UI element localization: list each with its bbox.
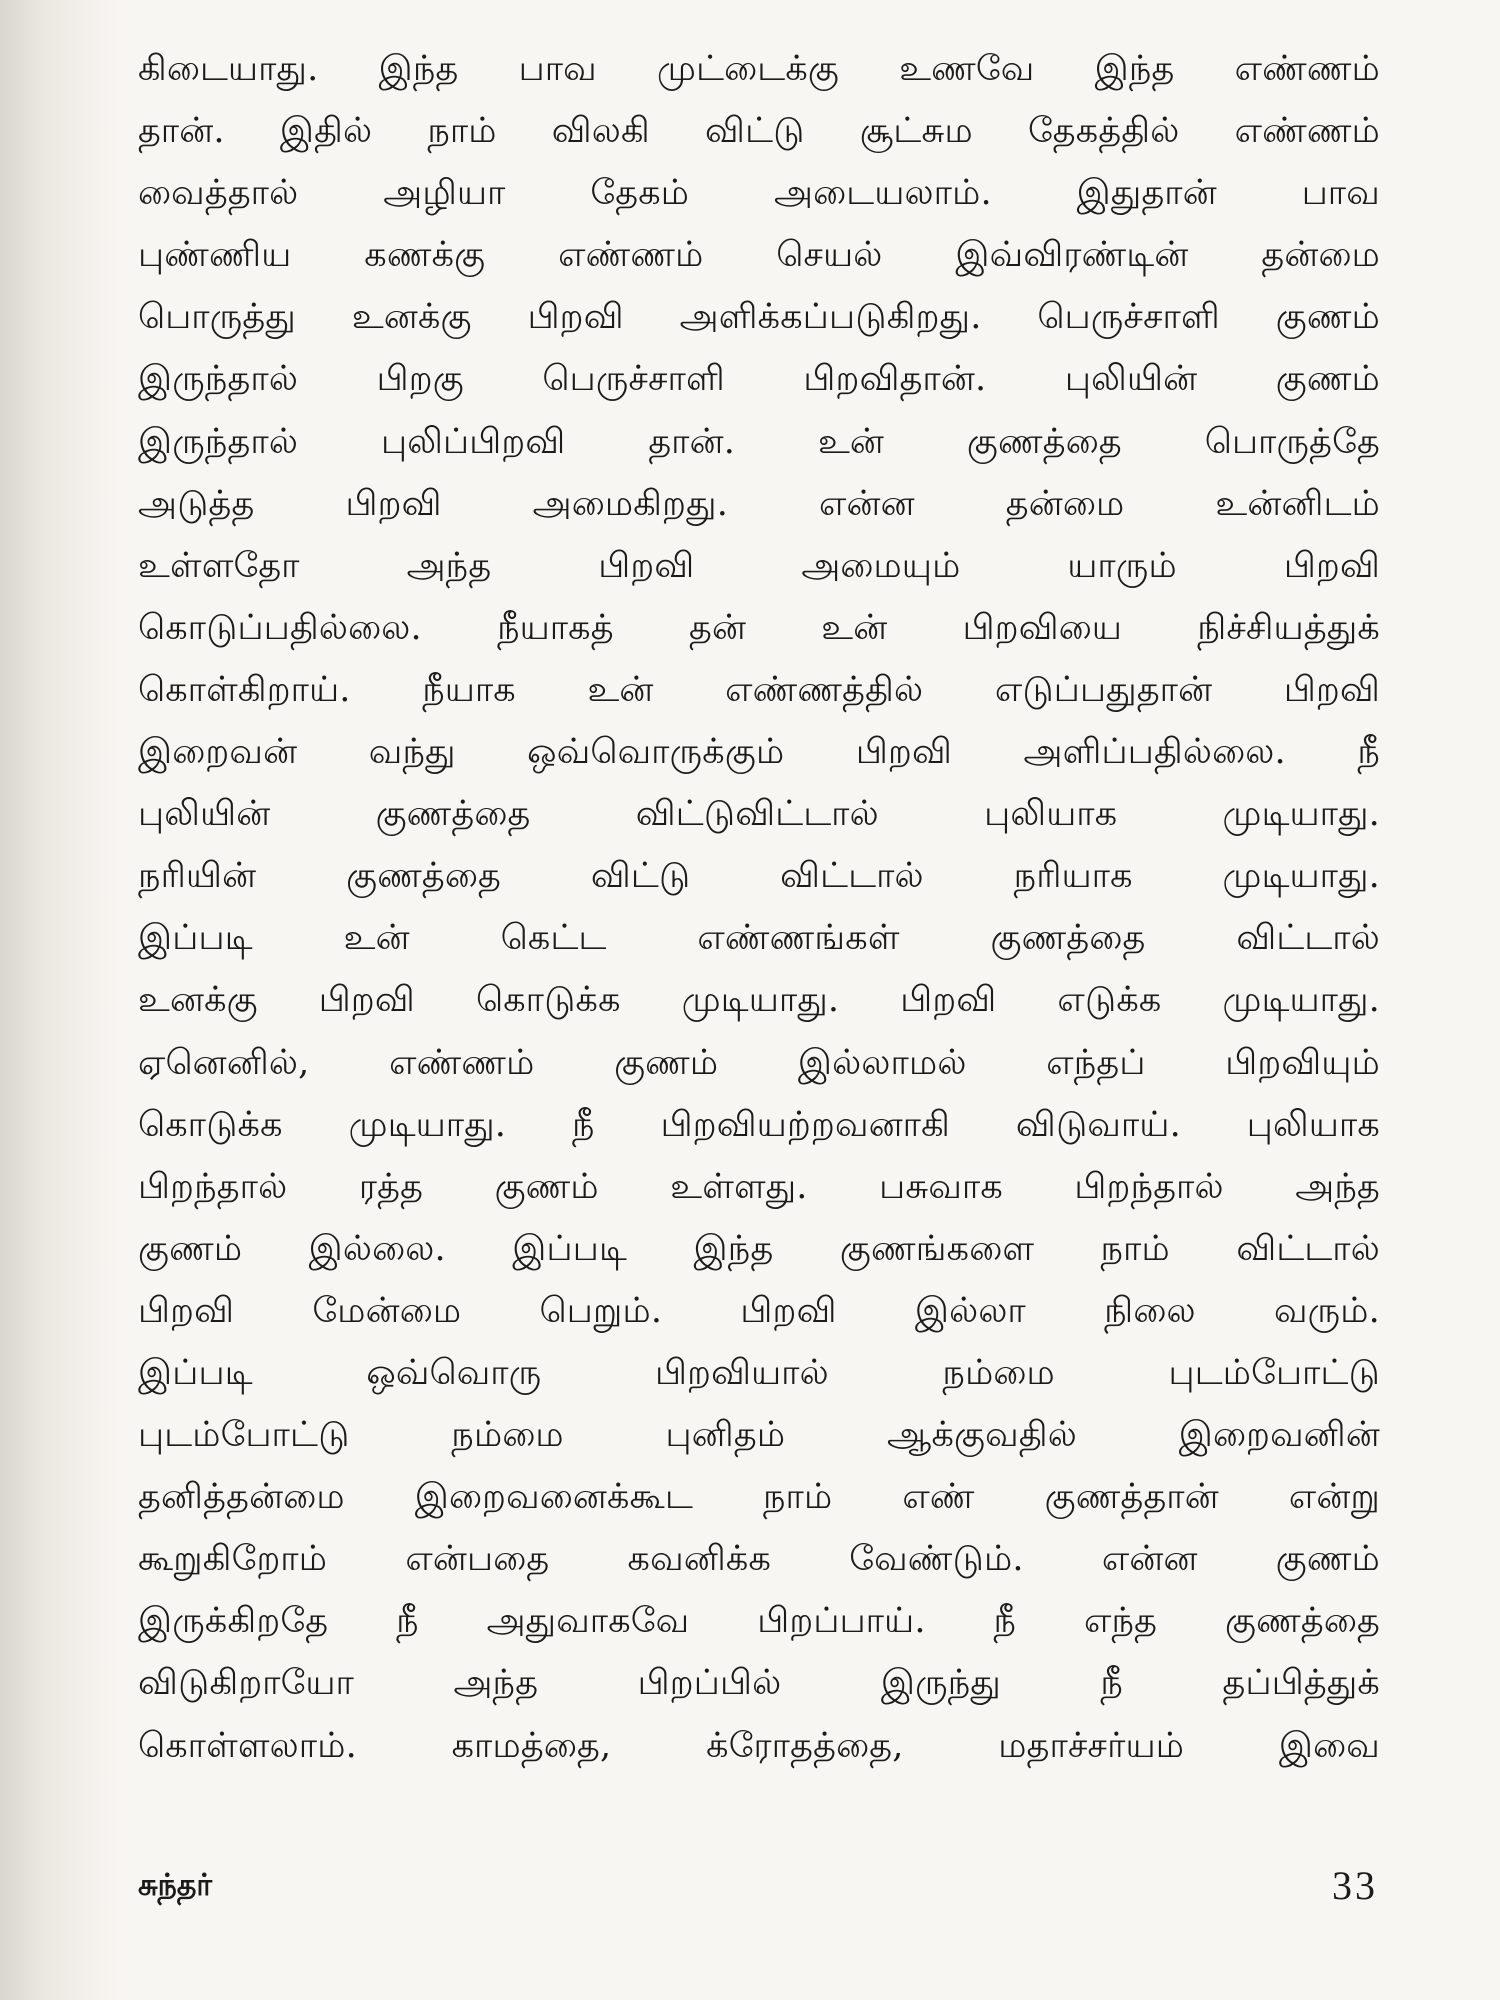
body-text — [138, 38, 1380, 1777]
text-line: இறைவன் வந்து ஒவ்வொருக்கும் பிறவி அளிப்பதில்லை. நீ — [138, 732, 1380, 773]
page-number: 33 — [1332, 1863, 1378, 1908]
text-line: கொடுக்க முடியாது. நீ பிறவியற்றவனாகி விடுவாய். புலியாக — [138, 1104, 1380, 1145]
text-line: இருந்தால் பிறகு பெருச்சாளி பிறவிதான். புலியின் குணம் — [138, 359, 1380, 400]
text-line: விடுகிறாயோ அந்த பிறப்பில் இருந்து நீ தப்பித்துக் — [138, 1663, 1380, 1704]
text-line: கிடையாது. இந்த பாவ முட்டைக்கு உணவே இந்த எண்ணம் — [138, 49, 1380, 89]
text-line: கொள்ளலாம். காமத்தை, க்ரோதத்தை, மதாச்சர்யம் இவை — [138, 1725, 1380, 1766]
text-line: ஏனெனில், எண்ணம் குணம் இல்லாமல் எந்தப் பிறவியும் — [138, 1042, 1380, 1083]
text-line: புலியின் குணத்தை விட்டுவிட்டால் புலியாக முடியாது. — [138, 794, 1380, 835]
text-line: கூறுகிறோம் என்பதை கவனிக்க வேண்டும். என்ன குணம் — [138, 1539, 1380, 1580]
text-line: இருக்கிறதே நீ அதுவாகவே பிறப்பாய். நீ எந்த குணத்தை — [138, 1601, 1380, 1642]
text-line: குணம் இல்லை. இப்படி இந்த குணங்களை நாம் விட்டால் — [138, 1228, 1380, 1269]
text-line: இப்படி ஒவ்வொரு பிறவியால் நம்மை புடம்போட்டு — [138, 1352, 1380, 1393]
text-line: பொருத்து உனக்கு பிறவி அளிக்கப்படுகிறது. பெருச்சாளி குணம் — [138, 297, 1380, 338]
text-line: இருந்தால் புலிப்பிறவி தான். உன் குணத்தை பொருத்தே — [138, 421, 1380, 462]
text-line: புடம்போட்டு நம்மை புனிதம் ஆக்குவதில் இறைவனின் — [138, 1415, 1380, 1456]
text-line: உனக்கு பிறவி கொடுக்க முடியாது. பிறவி எடுக்க முடியாது. — [138, 980, 1380, 1021]
text-line: கொடுப்பதில்லை. நீயாகத் தன் உன் பிறவியை நிச்சியத்துக் — [138, 607, 1380, 648]
text-line: பிறந்தால் ரத்த குணம் உள்ளது. பசுவாக பிறந்தால் அந்த — [138, 1166, 1380, 1207]
text-line: வைத்தால் அழியா தேகம் அடையலாம். இதுதான் பாவ — [138, 173, 1380, 214]
text-line: தான். இதில் நாம் விலகி விட்டு சூட்சும தேகத்தில் எண்ணம் — [138, 111, 1380, 152]
text-line: புண்ணிய கணக்கு எண்ணம் செயல் இவ்விரண்டின் தன்மை — [138, 235, 1380, 276]
text-line: உள்ளதோ அந்த பிறவி அமையும் யாரும் பிறவி — [138, 545, 1380, 586]
text-line: பிறவி மேன்மை பெறும். பிறவி இல்லா நிலை வரும். — [138, 1290, 1380, 1331]
page-binding-shadow — [0, 0, 120, 2000]
text-line: தனித்தன்மை இறைவனைக்கூட நாம் எண் குணத்தான் என்று — [138, 1477, 1380, 1518]
text-line: நரியின் குணத்தை விட்டு விட்டால் நரியாக முடியாது. — [138, 856, 1380, 897]
footer-author: சுந்தர் — [138, 1868, 213, 1903]
text-line: கொள்கிறாய். நீயாக உன் எண்ணத்தில் எடுப்பதுதான் பிறவி — [138, 669, 1380, 710]
text-line: இப்படி உன் கெட்ட எண்ணங்கள் குணத்தை விட்டால் — [138, 918, 1380, 959]
text-line: அடுத்த பிறவி அமைகிறது. என்ன தன்மை உன்னிடம் — [138, 483, 1380, 524]
